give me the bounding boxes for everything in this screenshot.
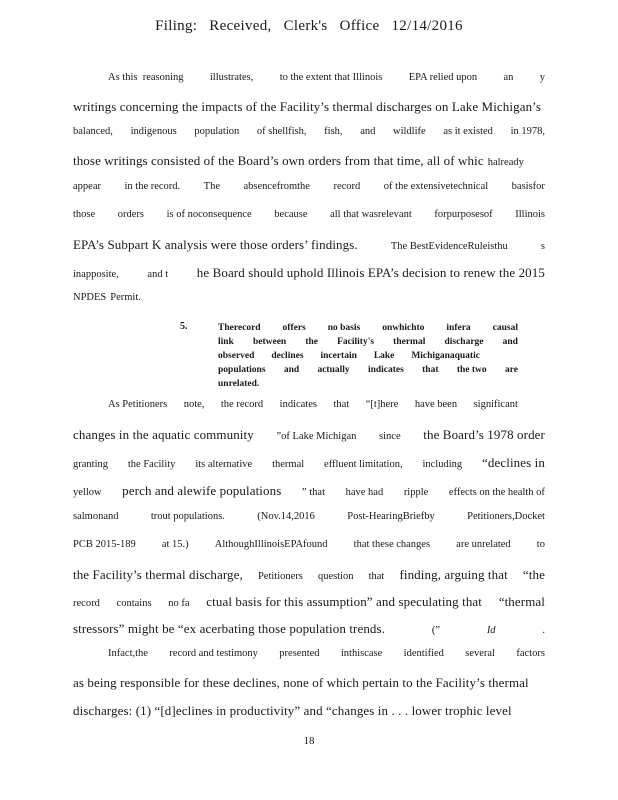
- text-segment: including: [422, 459, 463, 470]
- heading-segment: the two: [456, 365, 487, 375]
- text-segment: NPDES: [73, 292, 107, 303]
- text-segment: ”of Lake Michigan: [276, 431, 357, 442]
- body-line: [73, 181, 545, 192]
- heading-line: [218, 363, 518, 377]
- text-segment: stressors” might be “ex acerbating those population trends.: [73, 621, 386, 636]
- body-line: [108, 399, 518, 410]
- text-segment: effluent limitation,: [324, 459, 403, 470]
- text-segment: EPA relied upon: [408, 72, 478, 83]
- body-line: [73, 427, 545, 443]
- text-segment: “thermal: [498, 594, 545, 609]
- text-segment: granting: [73, 459, 108, 470]
- text-segment: no fa: [168, 598, 190, 609]
- filing-header: Filing: Received, Clerk's Office 12/14/2016: [155, 18, 463, 34]
- text-segment: Post-HearingBriefby: [347, 511, 435, 522]
- text-segment: inapposite,: [73, 269, 119, 280]
- text-segment: note,: [183, 399, 205, 410]
- text-segment: identified: [403, 648, 444, 659]
- body-line: [73, 455, 545, 471]
- text-segment: y: [539, 72, 545, 83]
- heading-segment: actually: [317, 365, 350, 375]
- text-segment: that: [368, 571, 385, 582]
- text-segment: have had: [345, 487, 384, 498]
- text-segment: population: [194, 126, 240, 137]
- text-segment: presented: [279, 648, 320, 659]
- text-segment: as being responsible for these declines, none of which pertain to the Facility’s thermal: [73, 675, 529, 690]
- text-segment: several: [465, 648, 495, 659]
- text-segment: PCB 2015-189: [73, 539, 136, 550]
- text-segment: orders: [117, 209, 144, 220]
- text-segment: record and testimony: [169, 648, 258, 659]
- body-line: [73, 703, 545, 719]
- body-line: [108, 648, 545, 659]
- text-segment: the Facility’s thermal discharge,: [73, 567, 243, 582]
- text-segment: the Facility: [127, 459, 176, 470]
- text-segment: as it existed: [443, 126, 493, 137]
- text-segment: that: [333, 399, 350, 410]
- text-segment: record: [333, 181, 361, 192]
- text-segment: indicates: [279, 399, 317, 410]
- text-segment: ” that: [301, 487, 326, 498]
- text-segment: Infact,the: [108, 648, 148, 659]
- page-number: 18: [303, 735, 315, 747]
- text-segment: changes in the aquatic community: [73, 427, 254, 442]
- text-segment: to the extent that Illinois: [279, 72, 383, 83]
- text-segment: question: [317, 571, 354, 582]
- text-segment: writings concerning the impacts of the Facility’s thermal discharges on Lake Michigan’s: [73, 99, 542, 114]
- text-segment: thermal: [272, 459, 305, 470]
- text-segment: inthiscase: [340, 648, 383, 659]
- heading-segment: incertain: [320, 351, 357, 361]
- text-segment: factors: [516, 648, 545, 659]
- heading-segment: causal: [492, 323, 518, 333]
- heading-segment: that: [422, 365, 439, 375]
- text-segment: Illinois: [515, 209, 545, 220]
- text-segment: effects on the health of: [448, 487, 545, 498]
- text-segment: significant: [473, 399, 518, 410]
- text-segment: those: [73, 209, 96, 220]
- heading-segment: link: [218, 337, 234, 347]
- text-segment: s: [540, 241, 545, 252]
- text-segment: .: [542, 625, 545, 636]
- text-segment: those writings consisted of the Board’s own orders from that time, all of whic: [73, 153, 484, 168]
- body-line: [73, 539, 545, 550]
- text-segment: salmonand: [73, 511, 119, 522]
- text-segment: absencefromthe: [243, 181, 310, 192]
- text-segment: (”: [431, 625, 441, 636]
- text-segment: forpurposesof: [434, 209, 493, 220]
- heading-segment: populations: [218, 365, 266, 375]
- heading-segment: observed: [218, 351, 255, 361]
- text-segment: have been: [414, 399, 458, 410]
- text-segment: perch and alewife populations: [122, 483, 282, 498]
- text-segment: of the extensivetechnical: [383, 181, 489, 192]
- text-segment: record: [73, 598, 100, 609]
- heading-segment: Michiganaquatic: [411, 351, 480, 361]
- body-line: [73, 292, 153, 303]
- text-segment: (Nov.14,2016: [257, 511, 315, 522]
- text-segment: balanced,: [73, 126, 113, 137]
- heading-segment: Lake: [373, 351, 395, 361]
- heading-segment: onwhichto: [382, 323, 425, 333]
- text-segment: at 15.): [161, 539, 189, 550]
- body-line: [73, 153, 545, 169]
- heading-segment: unrelated.: [218, 379, 260, 389]
- text-segment: in the record.: [124, 181, 181, 192]
- text-segment: AlthoughIllinoisEPAfound: [214, 539, 328, 550]
- body-line: [108, 72, 545, 83]
- text-segment: fish,: [324, 126, 343, 137]
- text-segment: As Petitioners: [108, 399, 168, 410]
- text-segment: “the: [522, 567, 545, 582]
- heading-segment: discharge: [444, 337, 484, 347]
- body-line: [73, 209, 545, 220]
- body-line: [73, 126, 545, 137]
- body-line: [73, 237, 545, 253]
- text-segment: As this reasoning: [108, 72, 184, 83]
- text-segment: because: [274, 209, 308, 220]
- text-segment: ctual basis for this assumption” and speculating that: [206, 594, 482, 609]
- text-segment: is of noconsequence: [166, 209, 252, 220]
- body-line: [73, 265, 545, 281]
- text-segment: in 1978,: [510, 126, 545, 137]
- heading-line: [218, 349, 480, 363]
- heading-segment: indicates: [367, 365, 404, 375]
- text-segment: The: [203, 181, 220, 192]
- body-line: [73, 99, 545, 115]
- text-segment: Petitioners,Docket: [467, 511, 545, 522]
- text-segment: yellow: [73, 487, 102, 498]
- section-number: 5.: [180, 321, 188, 332]
- text-segment: the record: [220, 399, 264, 410]
- text-segment: Permit.: [110, 292, 141, 303]
- heading-segment: thermal: [393, 337, 426, 347]
- text-segment: ripple: [403, 487, 429, 498]
- text-segment: “[t]here: [365, 399, 399, 410]
- body-line: [73, 483, 545, 499]
- body-line: [73, 567, 545, 583]
- text-segment: halready: [487, 157, 524, 168]
- heading-segment: declines: [271, 351, 304, 361]
- text-segment: are unrelated: [456, 539, 511, 550]
- text-segment: the Board’s 1978 order: [423, 427, 545, 442]
- text-segment: contains: [116, 598, 152, 609]
- heading-segment: between: [252, 337, 287, 347]
- body-line: [73, 594, 545, 610]
- text-segment: an: [503, 72, 514, 83]
- heading-segment: no basis: [327, 323, 361, 333]
- body-line: [73, 621, 545, 637]
- text-segment: indigenous: [130, 126, 177, 137]
- text-segment: Petitioners: [257, 571, 303, 582]
- heading-segment: the: [305, 337, 318, 347]
- heading-line: [218, 377, 518, 391]
- text-segment: finding, arguing that: [399, 567, 508, 582]
- heading-segment: infera: [446, 323, 471, 333]
- text-segment: since: [379, 431, 401, 442]
- text-segment: The BestEvidenceRuleisthu: [390, 241, 508, 252]
- text-segment: illustrates,: [209, 72, 254, 83]
- body-line: [73, 675, 545, 691]
- body-line: [73, 511, 545, 522]
- text-segment: he Board should uphold Illinois EPA’s decision to renew the 2015: [196, 265, 545, 280]
- text-segment: and: [360, 126, 376, 137]
- section-heading: [218, 321, 518, 391]
- heading-segment: Therecord: [218, 323, 261, 333]
- text-segment: appear: [73, 181, 101, 192]
- text-segment: discharges: (1) “[d]eclines in productivity” and “changes in . . . lower trophic level: [73, 703, 512, 718]
- heading-segment: offers: [282, 323, 306, 333]
- text-segment: EPA’s Subpart K analysis were those orders’ findings.: [73, 237, 358, 252]
- heading-segment: Facility's: [337, 337, 375, 347]
- text-segment: all that wasrelevant: [330, 209, 412, 220]
- text-segment: its alternative: [195, 459, 253, 470]
- text-segment: of shellfish,: [256, 126, 307, 137]
- text-segment: Id: [486, 625, 496, 636]
- heading-segment: are: [504, 365, 518, 375]
- text-segment: “declines in: [482, 455, 545, 470]
- text-segment: to: [536, 539, 545, 550]
- text-segment: basisfor: [511, 181, 545, 192]
- heading-segment: and: [283, 365, 300, 375]
- heading-segment: and: [502, 337, 518, 347]
- text-segment: wildlife: [393, 126, 426, 137]
- heading-line: [218, 335, 518, 349]
- text-segment: trout populations.: [150, 511, 225, 522]
- heading-line: [218, 321, 518, 335]
- text-segment: that these changes: [353, 539, 431, 550]
- text-segment: and t: [147, 269, 169, 280]
